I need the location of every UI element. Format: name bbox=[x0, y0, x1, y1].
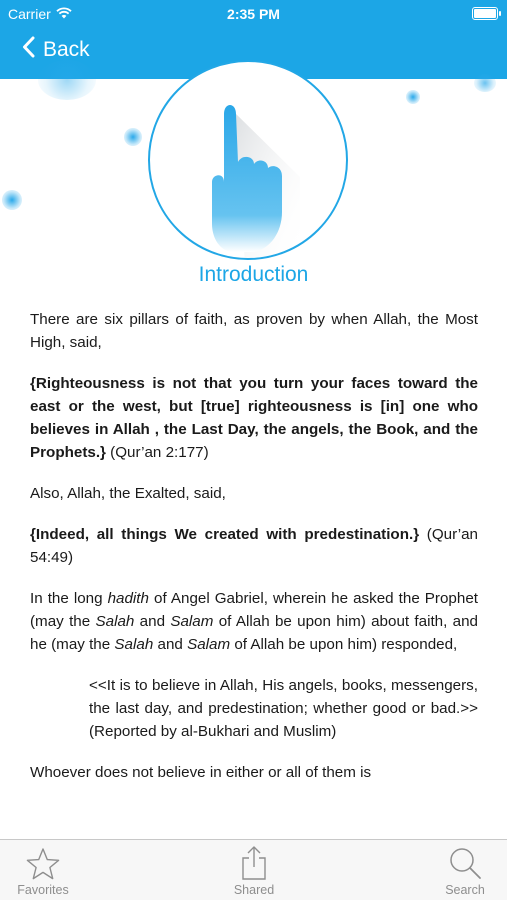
text-run: and bbox=[153, 636, 188, 653]
tab-shared[interactable] bbox=[219, 840, 289, 900]
hero-illustration bbox=[148, 60, 348, 260]
text-run: of Angel Gabriel, wherein he asked the Prophet (may the bbox=[30, 590, 478, 630]
star-icon bbox=[25, 847, 61, 881]
text-run: In the long bbox=[30, 590, 108, 607]
paragraph: Also, Allah, the Exalted, said, bbox=[30, 485, 226, 502]
decorative-dot bbox=[2, 190, 22, 210]
italic-term: hadith bbox=[107, 590, 149, 607]
paragraph: There are six pillars of faith, as proven by when Allah, the Most High, said, bbox=[30, 311, 478, 351]
pointing-hand-icon bbox=[150, 62, 348, 260]
tab-shared-label: Shared bbox=[233, 883, 275, 897]
status-time: 2:35 PM bbox=[227, 6, 280, 22]
carrier-label: Carrier bbox=[8, 6, 51, 22]
text-run: of Allah be upon him) about faith, and he (may the bbox=[30, 613, 479, 653]
text-run: of Allah be upon him) responded, bbox=[230, 636, 458, 653]
italic-term: Salah bbox=[95, 613, 135, 630]
tab-favorites-label: Favorites bbox=[17, 883, 69, 897]
italic-term: Salah bbox=[114, 636, 154, 653]
tab-bar bbox=[0, 839, 507, 900]
text-run: and bbox=[134, 613, 171, 630]
quran-reference: (Qur’an 2:177) bbox=[105, 444, 209, 461]
back-button[interactable] bbox=[22, 36, 90, 63]
back-chevron-icon bbox=[22, 36, 35, 63]
status-bar bbox=[0, 0, 507, 28]
search-icon bbox=[447, 845, 483, 881]
paragraph bbox=[30, 587, 478, 656]
tab-search[interactable] bbox=[430, 840, 500, 900]
battery-icon bbox=[472, 7, 498, 20]
article-content bbox=[30, 308, 478, 802]
italic-term: Salam bbox=[170, 613, 214, 630]
italic-term: Salam bbox=[187, 636, 231, 653]
paragraph: Whoever does not believe in either or all of them is bbox=[30, 764, 372, 781]
tab-favorites[interactable] bbox=[8, 840, 78, 900]
page-title: Introduction bbox=[198, 263, 309, 286]
decorative-dot bbox=[474, 74, 496, 92]
paragraph bbox=[30, 523, 478, 569]
quran-reference: (Qur’an 54:49) bbox=[30, 526, 478, 566]
share-icon bbox=[239, 845, 269, 881]
decorative-dot bbox=[124, 128, 142, 146]
paragraph bbox=[30, 372, 478, 464]
back-label: Back bbox=[43, 37, 90, 61]
quran-quote: {Indeed, all things We created with predestination.} bbox=[30, 526, 420, 543]
tab-search-label: Search bbox=[445, 883, 485, 897]
quran-quote: {Righteousness is not that you turn your faces toward the east or the west, but [true] righteousness is [in] one who believes in Allah , the Last Day, the angels, the Book, and the Prophets.} bbox=[30, 375, 478, 461]
decorative-dot bbox=[38, 60, 96, 100]
hadith-quote: <<It is to believe in Allah, His angels, books, messengers, the last day, and predestination; whether good or bad.>> (Reported by al-Bukhari and Muslim) bbox=[89, 677, 478, 740]
decorative-dot bbox=[406, 90, 420, 104]
